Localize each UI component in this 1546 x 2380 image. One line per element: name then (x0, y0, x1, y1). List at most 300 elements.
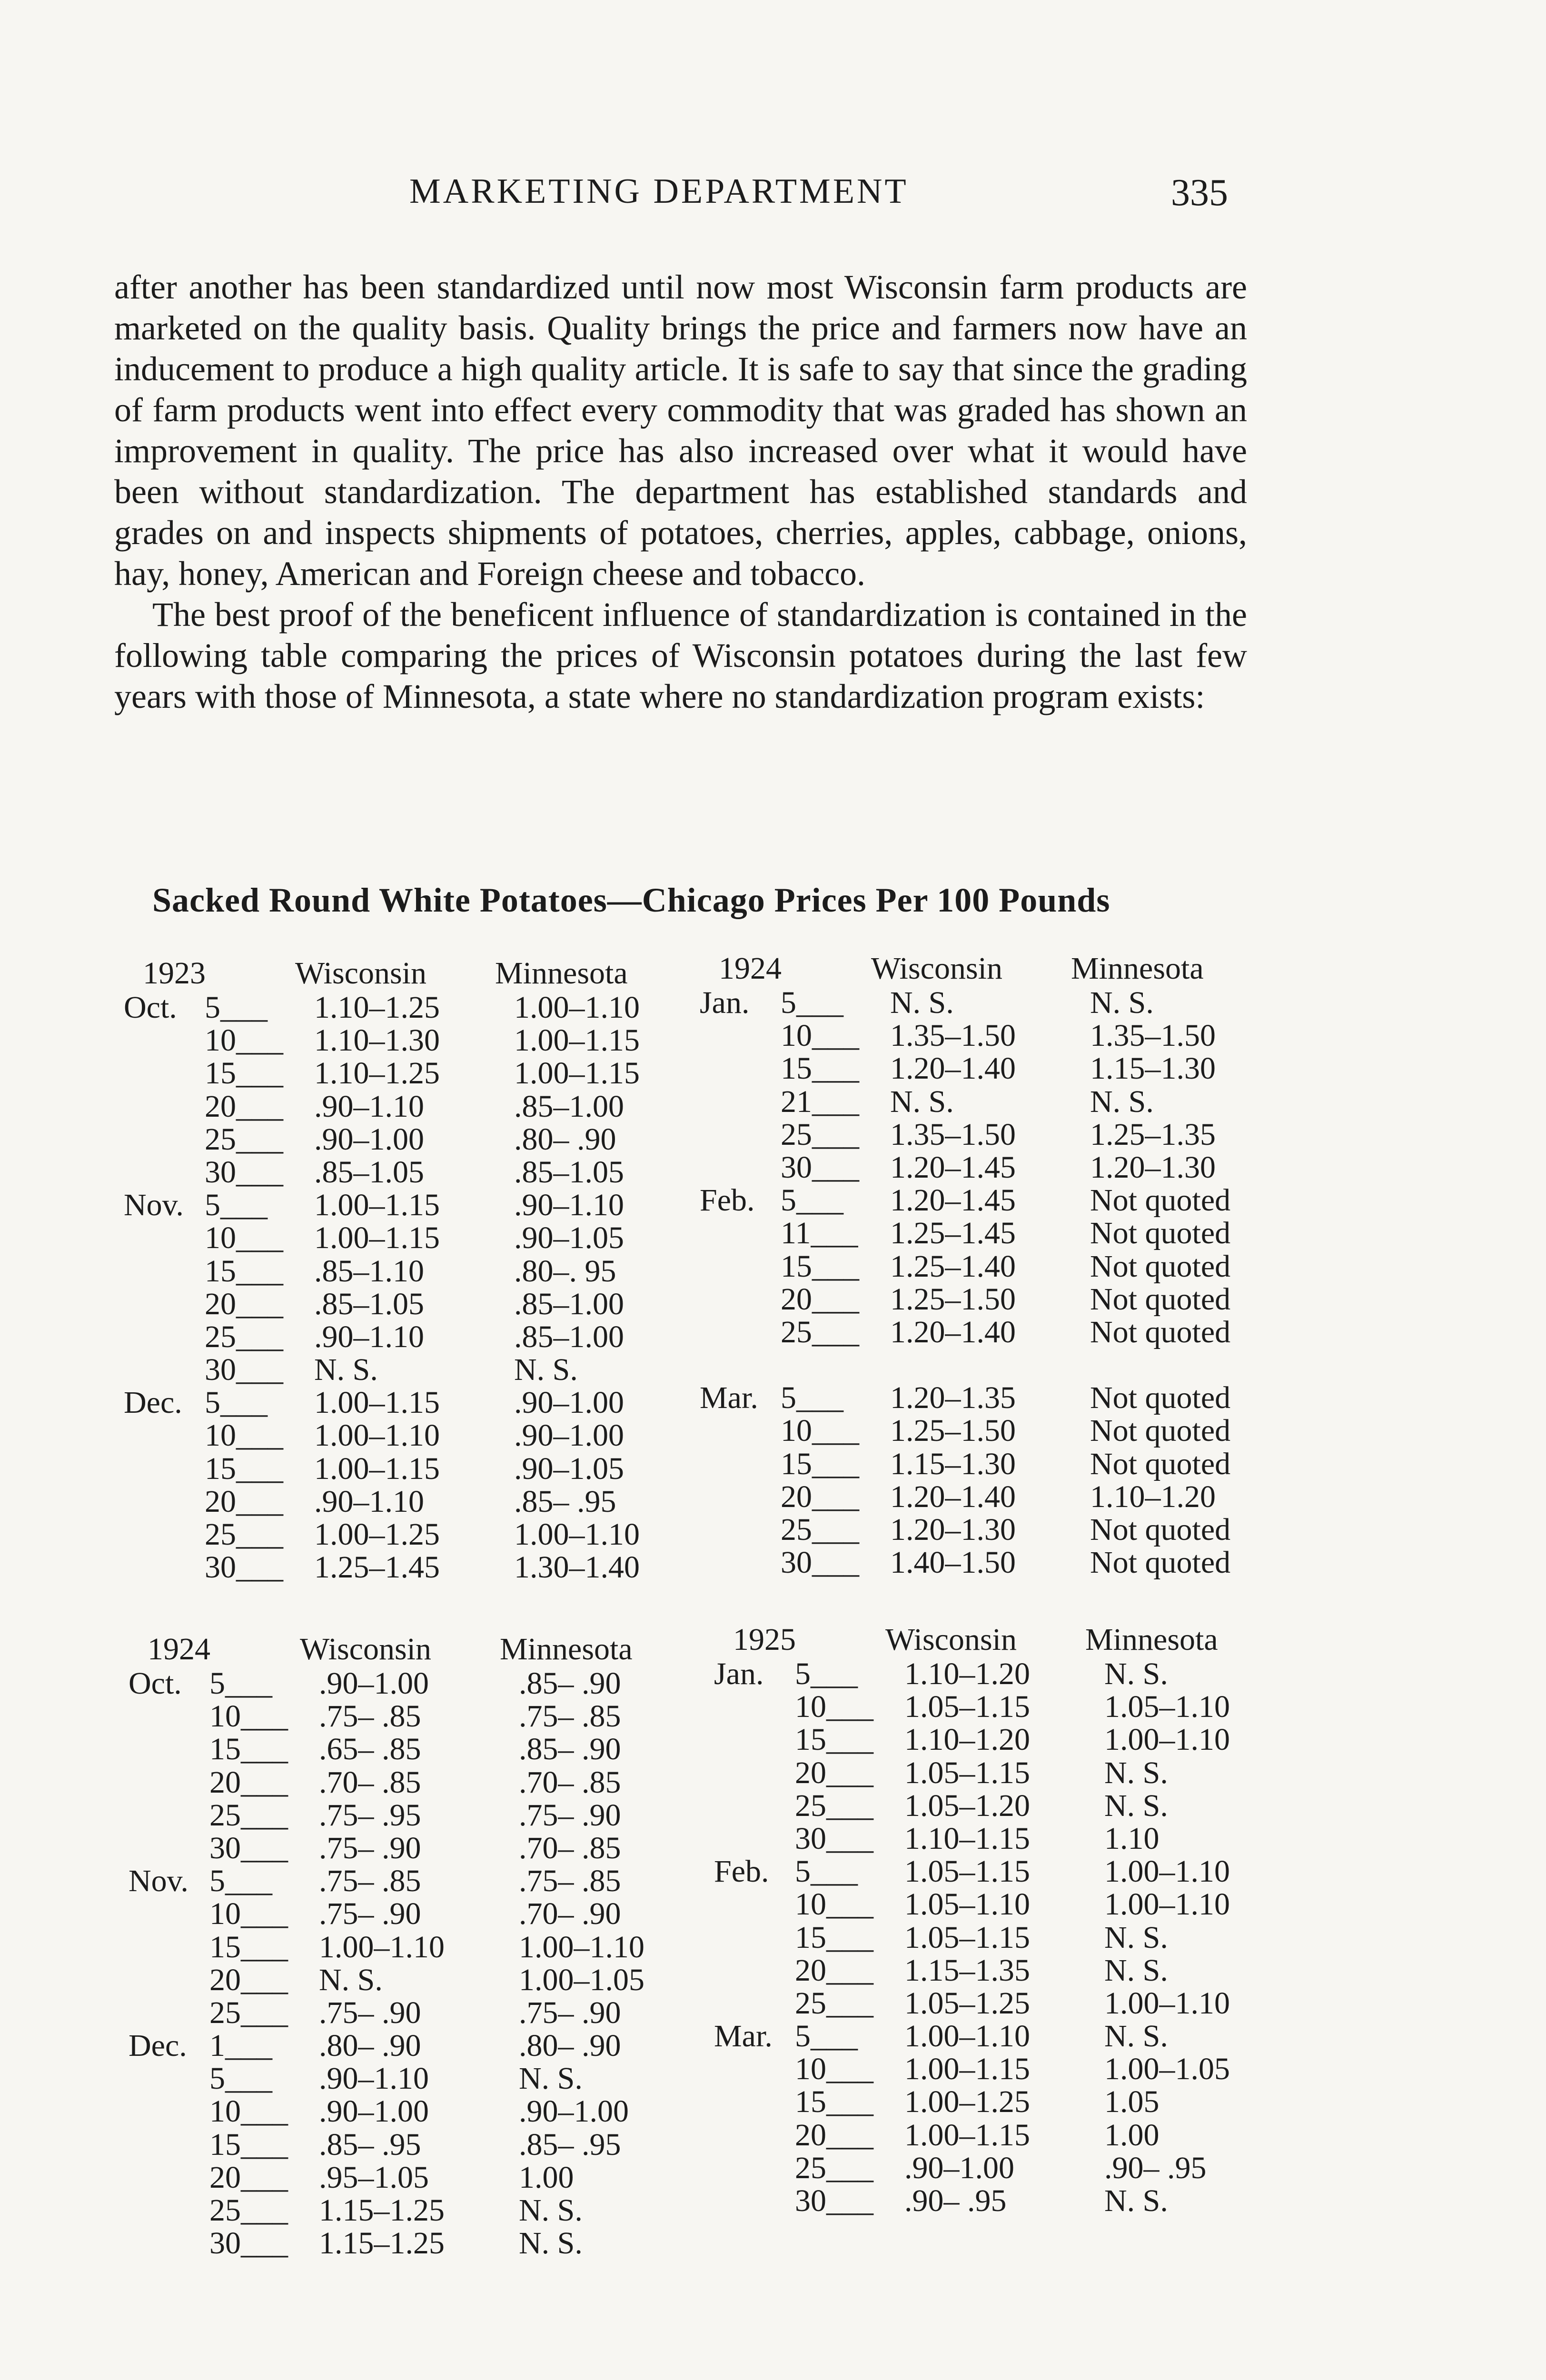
year-label: 1924 (719, 951, 782, 986)
month-cell: Mar. (714, 2019, 773, 2054)
month-cell: Oct. (129, 1666, 182, 1701)
month-cell: Mar. (700, 1380, 758, 1416)
wisconsin-price-cell: 1.05–1.15 (904, 1920, 1030, 1955)
day-cell: 10___ (209, 1896, 288, 1932)
day-cell: 15___ (795, 2084, 873, 2120)
wisconsin-price-cell: 1.20–1.40 (890, 1051, 1016, 1086)
minnesota-price-cell: .80– .90 (514, 1121, 616, 1157)
minnesota-price-cell: .85–1.00 (514, 1089, 624, 1124)
body-text (114, 267, 1247, 717)
month-cell: Jan. (714, 1656, 764, 1691)
minnesota-price-cell: Not quoted (1090, 1512, 1231, 1547)
table-row (714, 1921, 1299, 1954)
minnesota-price-cell: 1.00–1.10 (1104, 1854, 1230, 1889)
day-cell: 15___ (795, 1920, 873, 1955)
table-row (129, 1931, 714, 1964)
wisconsin-price-cell: .75– .85 (319, 1699, 421, 1734)
day-cell: 1___ (209, 2028, 272, 2063)
day-cell: 25___ (781, 1117, 859, 1152)
minnesota-price-cell: N. S. (519, 2226, 583, 2261)
wisconsin-price-cell: 1.05–1.15 (904, 1689, 1030, 1725)
minnesota-price-cell: N. S. (519, 2061, 583, 2096)
day-cell: 30___ (205, 1550, 283, 1585)
month-cell: Nov. (124, 1188, 184, 1223)
table-row (129, 1667, 714, 1700)
table-row (124, 1485, 709, 1518)
wisconsin-price-cell: 1.25–1.45 (314, 1550, 440, 1585)
minnesota-price-cell: N. S. (1104, 1953, 1168, 1988)
minnesota-price-cell: 1.35–1.50 (1090, 1018, 1216, 1053)
table-row (129, 1799, 714, 1832)
table-row (129, 2095, 714, 2128)
day-cell: 15___ (209, 1929, 288, 1964)
minnesota-price-cell: .85– .95 (519, 2127, 621, 2162)
table-row (129, 1700, 714, 1733)
minnesota-price-cell: 1.00–1.10 (1104, 1887, 1230, 1922)
wisconsin-price-cell: .90–1.10 (314, 1484, 424, 1519)
minnesota-price-cell: .90–1.00 (514, 1385, 624, 1420)
wisconsin-price-cell: 1.25–1.50 (890, 1413, 1016, 1448)
day-cell: 10___ (781, 1018, 859, 1053)
day-cell: 25___ (205, 1517, 283, 1552)
table-row (124, 1123, 709, 1156)
wisconsin-price-cell: 1.20–1.40 (890, 1314, 1016, 1349)
wisconsin-price-cell: 1.05–1.20 (904, 1788, 1030, 1823)
wisconsin-price-cell: 1.25–1.50 (890, 1281, 1016, 1317)
day-cell: 11___ (781, 1216, 858, 1251)
minnesota-price-cell: .75– .90 (519, 1995, 621, 2030)
day-cell: 30___ (781, 1150, 859, 1185)
day-cell: 30___ (209, 1830, 288, 1865)
month-cell: Jan. (700, 985, 750, 1020)
minnesota-price-cell: .75– .85 (519, 1699, 621, 1734)
minnesota-price-cell: .90–1.00 (519, 2094, 629, 2129)
minnesota-price-cell: Not quoted (1090, 1183, 1231, 1218)
wisconsin-price-cell: 1.05–1.10 (904, 1887, 1030, 1922)
table-row (714, 1657, 1299, 1690)
table-header (700, 952, 1285, 986)
minnesota-price-cell: 1.30–1.40 (514, 1550, 640, 1585)
price-table-1924-fall (129, 1633, 714, 2260)
month-cell: Dec. (129, 2028, 187, 2063)
minnesota-price-cell: 1.00–1.10 (514, 990, 640, 1025)
table-row (124, 1452, 709, 1485)
wisconsin-price-cell: 1.20–1.40 (890, 1479, 1016, 1514)
minnesota-price-cell: 1.00–1.15 (514, 1023, 640, 1058)
wisconsin-price-cell: .90–1.10 (314, 1089, 424, 1124)
minnesota-column-header: Minnesota (500, 1632, 633, 1666)
table-header (129, 1633, 714, 1667)
table-row (700, 1151, 1285, 1184)
day-cell: 30___ (205, 1154, 283, 1190)
minnesota-price-cell: 1.15–1.30 (1090, 1051, 1216, 1086)
wisconsin-price-cell: .85–1.05 (314, 1286, 424, 1321)
wisconsin-price-cell: 1.35–1.50 (890, 1018, 1016, 1053)
table-row (129, 1964, 714, 1996)
table-row (714, 1690, 1299, 1723)
wisconsin-price-cell: .95–1.05 (319, 2160, 429, 2195)
minnesota-price-cell: Not quoted (1090, 1314, 1231, 1349)
wisconsin-price-cell: 1.00–1.15 (314, 1188, 440, 1223)
day-cell: 20___ (781, 1281, 859, 1317)
minnesota-price-cell: Not quoted (1090, 1249, 1231, 1284)
month-cell: Nov. (129, 1864, 188, 1899)
day-cell: 5___ (209, 2061, 272, 2096)
wisconsin-price-cell: 1.15–1.25 (319, 2193, 445, 2228)
wisconsin-price-cell: N. S. (890, 985, 954, 1020)
wisconsin-price-cell: 1.15–1.30 (890, 1446, 1016, 1481)
minnesota-price-cell: Not quoted (1090, 1413, 1231, 1448)
minnesota-price-cell: .80– .90 (519, 2028, 621, 2063)
day-cell: 15___ (781, 1249, 859, 1284)
minnesota-price-cell: 1.00–1.10 (514, 1517, 640, 1552)
minnesota-price-cell: .90–1.05 (514, 1220, 624, 1256)
day-cell: 10___ (205, 1220, 283, 1256)
table-row (714, 1888, 1299, 1921)
table-row (129, 2128, 714, 2161)
wisconsin-price-cell: 1.20–1.45 (890, 1183, 1016, 1218)
day-cell: 10___ (781, 1413, 859, 1448)
minnesota-price-cell: N. S. (1090, 1084, 1154, 1119)
day-cell: 21___ (781, 1084, 859, 1119)
day-cell: 5___ (781, 1183, 843, 1218)
wisconsin-price-cell: 1.10–1.15 (904, 1821, 1030, 1856)
table-row (700, 1513, 1285, 1546)
price-table-1925 (714, 1623, 1299, 2217)
page-number: 335 (1171, 172, 1228, 214)
minnesota-price-cell: .70– .85 (519, 1830, 621, 1865)
wisconsin-price-cell: .75– .90 (319, 1896, 421, 1932)
minnesota-price-cell: .85– .90 (519, 1732, 621, 1767)
table-row (714, 1789, 1299, 1822)
table-row (124, 1320, 709, 1353)
month-cell: Feb. (714, 1854, 769, 1889)
wisconsin-price-cell: 1.20–1.35 (890, 1380, 1016, 1416)
minnesota-price-cell: 1.00–1.10 (1104, 1722, 1230, 1757)
year-label: 1923 (143, 956, 206, 991)
table-row (124, 1386, 709, 1419)
day-cell: 30___ (795, 2183, 873, 2218)
table-header (124, 957, 709, 991)
minnesota-price-cell: Not quoted (1090, 1281, 1231, 1317)
day-cell: 25___ (209, 1995, 288, 2030)
table-row (700, 1184, 1285, 1217)
day-cell: 5___ (795, 1854, 858, 1889)
wisconsin-price-cell: 1.00–1.15 (314, 1385, 440, 1420)
day-cell: 5___ (209, 1666, 272, 1701)
wisconsin-price-cell: .85–1.05 (314, 1154, 424, 1190)
table-row (714, 1822, 1299, 1855)
wisconsin-price-cell: 1.05–1.15 (904, 1854, 1030, 1889)
wisconsin-price-cell: N. S. (319, 1962, 383, 1997)
table-row (129, 1996, 714, 2029)
table-row (124, 1353, 709, 1386)
day-cell: 10___ (209, 1699, 288, 1734)
minnesota-price-cell: .90–1.05 (514, 1451, 624, 1486)
day-cell: 20___ (795, 1953, 873, 1988)
minnesota-price-cell: N. S. (1104, 1920, 1168, 1955)
table-row (124, 1255, 709, 1288)
table-row (714, 2119, 1299, 2152)
wisconsin-price-cell: 1.05–1.15 (904, 1755, 1030, 1790)
table-row (714, 1855, 1299, 1888)
table-row (129, 1832, 714, 1864)
minnesota-price-cell: 1.00–1.10 (519, 1929, 644, 1964)
day-cell: 5___ (781, 985, 843, 1020)
wisconsin-price-cell: .75– .95 (319, 1797, 421, 1833)
day-cell: 20___ (205, 1484, 283, 1519)
table-row (700, 1052, 1285, 1085)
table-row (700, 1349, 1285, 1381)
minnesota-price-cell: N. S. (1104, 1656, 1168, 1691)
day-cell: 25___ (205, 1319, 283, 1354)
wisconsin-price-cell: .65– .85 (319, 1732, 421, 1767)
table-row (129, 2161, 714, 2194)
table-row (700, 1019, 1285, 1052)
month-cell: Dec. (124, 1385, 182, 1420)
table-row (700, 1283, 1285, 1316)
minnesota-price-cell: .85– .90 (519, 1666, 621, 1701)
table-row (714, 1756, 1299, 1789)
year-label: 1924 (148, 1632, 210, 1666)
day-cell: 10___ (795, 1689, 873, 1725)
minnesota-price-cell: .90–1.10 (514, 1188, 624, 1223)
table-row (714, 1954, 1299, 1987)
minnesota-price-cell: .85–1.05 (514, 1154, 624, 1190)
minnesota-price-cell: 1.25–1.35 (1090, 1117, 1216, 1152)
day-cell: 25___ (209, 2193, 288, 2228)
paragraph-1: after another has been standardized until now most Wisconsin farm products are marketed on the quality basis. Quality brings the price and farmers now have an inducement to produce a high quality article. It is safe to say that since the grading of farm products went into effect every commodity that was graded has shown an improvement in quality. The price has also increased over what it would have been without standardization. The department has established standards and grades on and inspects shipments of potatoes, cherries, apples, cabbage, onions, hay, honey, American and Foreign cheese and tobacco. (114, 268, 1247, 593)
table-row (124, 1090, 709, 1123)
price-table-1924-spring (700, 952, 1285, 1579)
wisconsin-price-cell: 1.10–1.25 (314, 1056, 440, 1091)
day-cell: 30___ (205, 1352, 283, 1388)
day-cell: 20___ (209, 2160, 288, 2195)
table-row (700, 1118, 1285, 1151)
wisconsin-price-cell: 1.15–1.25 (319, 2226, 445, 2261)
day-cell: 10___ (795, 2052, 873, 2087)
minnesota-price-cell: .85–1.00 (514, 1286, 624, 1321)
table-row (700, 986, 1285, 1019)
day-cell: 30___ (209, 2226, 288, 2261)
day-cell: 20___ (205, 1286, 283, 1321)
wisconsin-price-cell: 1.20–1.30 (890, 1512, 1016, 1547)
minnesota-price-cell: 1.00–1.15 (514, 1056, 640, 1091)
table-row (124, 1518, 709, 1551)
minnesota-price-cell: 1.10 (1104, 1821, 1160, 1856)
table-row (124, 991, 709, 1024)
day-cell: 15___ (205, 1056, 283, 1091)
table-row (700, 1316, 1285, 1349)
table-row (129, 1897, 714, 1930)
minnesota-price-cell: N. S. (514, 1352, 578, 1388)
wisconsin-price-cell: 1.00–1.10 (319, 1929, 445, 1964)
minnesota-price-cell: 1.20–1.30 (1090, 1150, 1216, 1185)
wisconsin-price-cell: 1.00–1.15 (904, 2117, 1030, 2152)
table-row (714, 2020, 1299, 2053)
table-row (714, 2184, 1299, 2217)
wisconsin-price-cell: 1.10–1.20 (904, 1656, 1030, 1691)
day-cell: 5___ (781, 1380, 843, 1416)
table-row (124, 1156, 709, 1189)
day-cell: 5___ (795, 1656, 858, 1691)
table-row (714, 1987, 1299, 2020)
minnesota-price-cell: 1.00–1.10 (1104, 1985, 1230, 2021)
day-cell: 10___ (795, 1887, 873, 1922)
table-row (129, 1864, 714, 1897)
table-row (700, 1414, 1285, 1447)
table-row (700, 1448, 1285, 1480)
minnesota-price-cell: .80–. 95 (514, 1253, 616, 1289)
day-cell: 15___ (205, 1451, 283, 1486)
table-row (129, 1733, 714, 1765)
wisconsin-column-header: Wisconsin (871, 951, 1002, 986)
wisconsin-price-cell: 1.00–1.15 (314, 1220, 440, 1256)
wisconsin-price-cell: .80– .90 (319, 2028, 421, 2063)
table-row (129, 2227, 714, 2260)
table-header (714, 1623, 1299, 1657)
day-cell: 5___ (205, 1385, 268, 1420)
minnesota-price-cell: Not quoted (1090, 1545, 1231, 1580)
wisconsin-price-cell: .90–1.00 (314, 1121, 424, 1157)
day-cell: 5___ (795, 2019, 858, 2054)
day-cell: 20___ (795, 2117, 873, 2152)
wisconsin-price-cell: 1.10–1.20 (904, 1722, 1030, 1757)
table-row (700, 1381, 1285, 1414)
day-cell: 20___ (205, 1089, 283, 1124)
minnesota-price-cell: Not quoted (1090, 1446, 1231, 1481)
table-row (124, 1024, 709, 1057)
table-title: Sacked Round White Potatoes—Chicago Prices Per 100 Pounds (152, 881, 1110, 919)
table-row (124, 1221, 709, 1254)
day-cell: 10___ (209, 2094, 288, 2129)
day-cell: 25___ (795, 1788, 873, 1823)
wisconsin-price-cell: 1.25–1.40 (890, 1249, 1016, 1284)
wisconsin-price-cell: 1.05–1.25 (904, 1985, 1030, 2021)
minnesota-column-header: Minnesota (1085, 1622, 1218, 1657)
wisconsin-column-header: Wisconsin (300, 1632, 431, 1666)
wisconsin-price-cell: .90– .95 (904, 2183, 1007, 2218)
month-cell: Feb. (700, 1183, 755, 1218)
table-row (700, 1085, 1285, 1118)
wisconsin-price-cell: .90–1.00 (904, 2150, 1014, 2185)
price-table-1923 (124, 957, 709, 1584)
day-cell: 5___ (205, 990, 268, 1025)
day-cell: 20___ (781, 1479, 859, 1514)
day-cell: 5___ (209, 1864, 272, 1899)
wisconsin-column-header: Wisconsin (295, 956, 426, 991)
minnesota-price-cell: Not quoted (1090, 1216, 1231, 1251)
wisconsin-price-cell: 1.00–1.10 (314, 1418, 440, 1453)
minnesota-price-cell: N. S. (1104, 1755, 1168, 1790)
wisconsin-price-cell: .75– .90 (319, 1830, 421, 1865)
table-row (714, 2085, 1299, 2118)
wisconsin-price-cell: .75– .85 (319, 1864, 421, 1899)
wisconsin-price-cell: .90–1.10 (314, 1319, 424, 1354)
minnesota-price-cell: .90– .95 (1104, 2150, 1207, 2185)
minnesota-price-cell: 1.00 (1104, 2117, 1160, 2152)
day-cell: 25___ (205, 1121, 283, 1157)
minnesota-price-cell: N. S. (1104, 1788, 1168, 1823)
day-cell: 20___ (209, 1962, 288, 1997)
minnesota-price-cell: N. S. (1104, 2183, 1168, 2218)
minnesota-price-cell: .75– .85 (519, 1864, 621, 1899)
minnesota-price-cell: .85–1.00 (514, 1319, 624, 1354)
table-row (714, 2152, 1299, 2184)
table-row (129, 2194, 714, 2227)
day-cell: 25___ (209, 1797, 288, 1833)
wisconsin-price-cell: .85– .95 (319, 2127, 421, 2162)
wisconsin-price-cell: N. S. (314, 1352, 378, 1388)
table-row (714, 1723, 1299, 1756)
paragraph-2: The best proof of the beneficent influence of standardization is contained in the following table comparing the prices of Wisconsin potatoes during the last few years with those of Minnesota, a state where no standardization program exists: (114, 595, 1247, 715)
wisconsin-price-cell: .90–1.00 (319, 1666, 429, 1701)
wisconsin-price-cell: 1.00–1.10 (904, 2019, 1030, 2054)
minnesota-price-cell: 1.00 (519, 2160, 574, 2195)
day-cell: 25___ (795, 1985, 873, 2021)
table-row (700, 1250, 1285, 1283)
wisconsin-price-cell: 1.00–1.25 (904, 2084, 1030, 2120)
table-row (700, 1217, 1285, 1250)
wisconsin-column-header: Wisconsin (885, 1622, 1017, 1657)
wisconsin-price-cell: N. S. (890, 1084, 954, 1119)
table-row (129, 2029, 714, 2062)
minnesota-column-header: Minnesota (495, 956, 628, 991)
minnesota-price-cell: .70– .90 (519, 1896, 621, 1932)
minnesota-price-cell: Not quoted (1090, 1380, 1231, 1416)
table-row (129, 2062, 714, 2095)
day-cell: 20___ (795, 1755, 873, 1790)
wisconsin-price-cell: 1.10–1.30 (314, 1023, 440, 1058)
minnesota-price-cell: 1.00–1.05 (519, 1962, 644, 1997)
minnesota-price-cell: 1.00–1.05 (1104, 2052, 1230, 2087)
wisconsin-price-cell: .85–1.10 (314, 1253, 424, 1289)
day-cell: 25___ (781, 1314, 859, 1349)
wisconsin-price-cell: 1.40–1.50 (890, 1545, 1016, 1580)
table-row (124, 1551, 709, 1584)
day-cell: 10___ (205, 1418, 283, 1453)
wisconsin-price-cell: .70– .85 (319, 1765, 421, 1800)
wisconsin-price-cell: 1.10–1.25 (314, 990, 440, 1025)
day-cell: 25___ (795, 2150, 873, 2185)
minnesota-price-cell: 1.05–1.10 (1104, 1689, 1230, 1725)
day-cell: 10___ (205, 1023, 283, 1058)
wisconsin-price-cell: 1.15–1.35 (904, 1953, 1030, 1988)
day-cell: 15___ (205, 1253, 283, 1289)
day-cell: 15___ (781, 1446, 859, 1481)
table-row (700, 1480, 1285, 1513)
table-row (714, 2053, 1299, 2085)
table-row (124, 1057, 709, 1090)
minnesota-price-cell: 1.05 (1104, 2084, 1160, 2120)
minnesota-price-cell: N. S. (1090, 985, 1154, 1020)
day-cell: 25___ (781, 1512, 859, 1547)
table-row (124, 1189, 709, 1221)
minnesota-column-header: Minnesota (1071, 951, 1204, 986)
day-cell: 15___ (795, 1722, 873, 1757)
page-header (114, 171, 1257, 219)
table-row (124, 1288, 709, 1320)
table-row (700, 1546, 1285, 1579)
minnesota-price-cell: N. S. (1104, 2019, 1168, 2054)
day-cell: 30___ (795, 1821, 873, 1856)
minnesota-price-cell: 1.10–1.20 (1090, 1479, 1216, 1514)
minnesota-price-cell: .85– .95 (514, 1484, 616, 1519)
minnesota-price-cell: N. S. (519, 2193, 583, 2228)
minnesota-price-cell: .90–1.00 (514, 1418, 624, 1453)
wisconsin-price-cell: 1.35–1.50 (890, 1117, 1016, 1152)
wisconsin-price-cell: .90–1.10 (319, 2061, 429, 2096)
